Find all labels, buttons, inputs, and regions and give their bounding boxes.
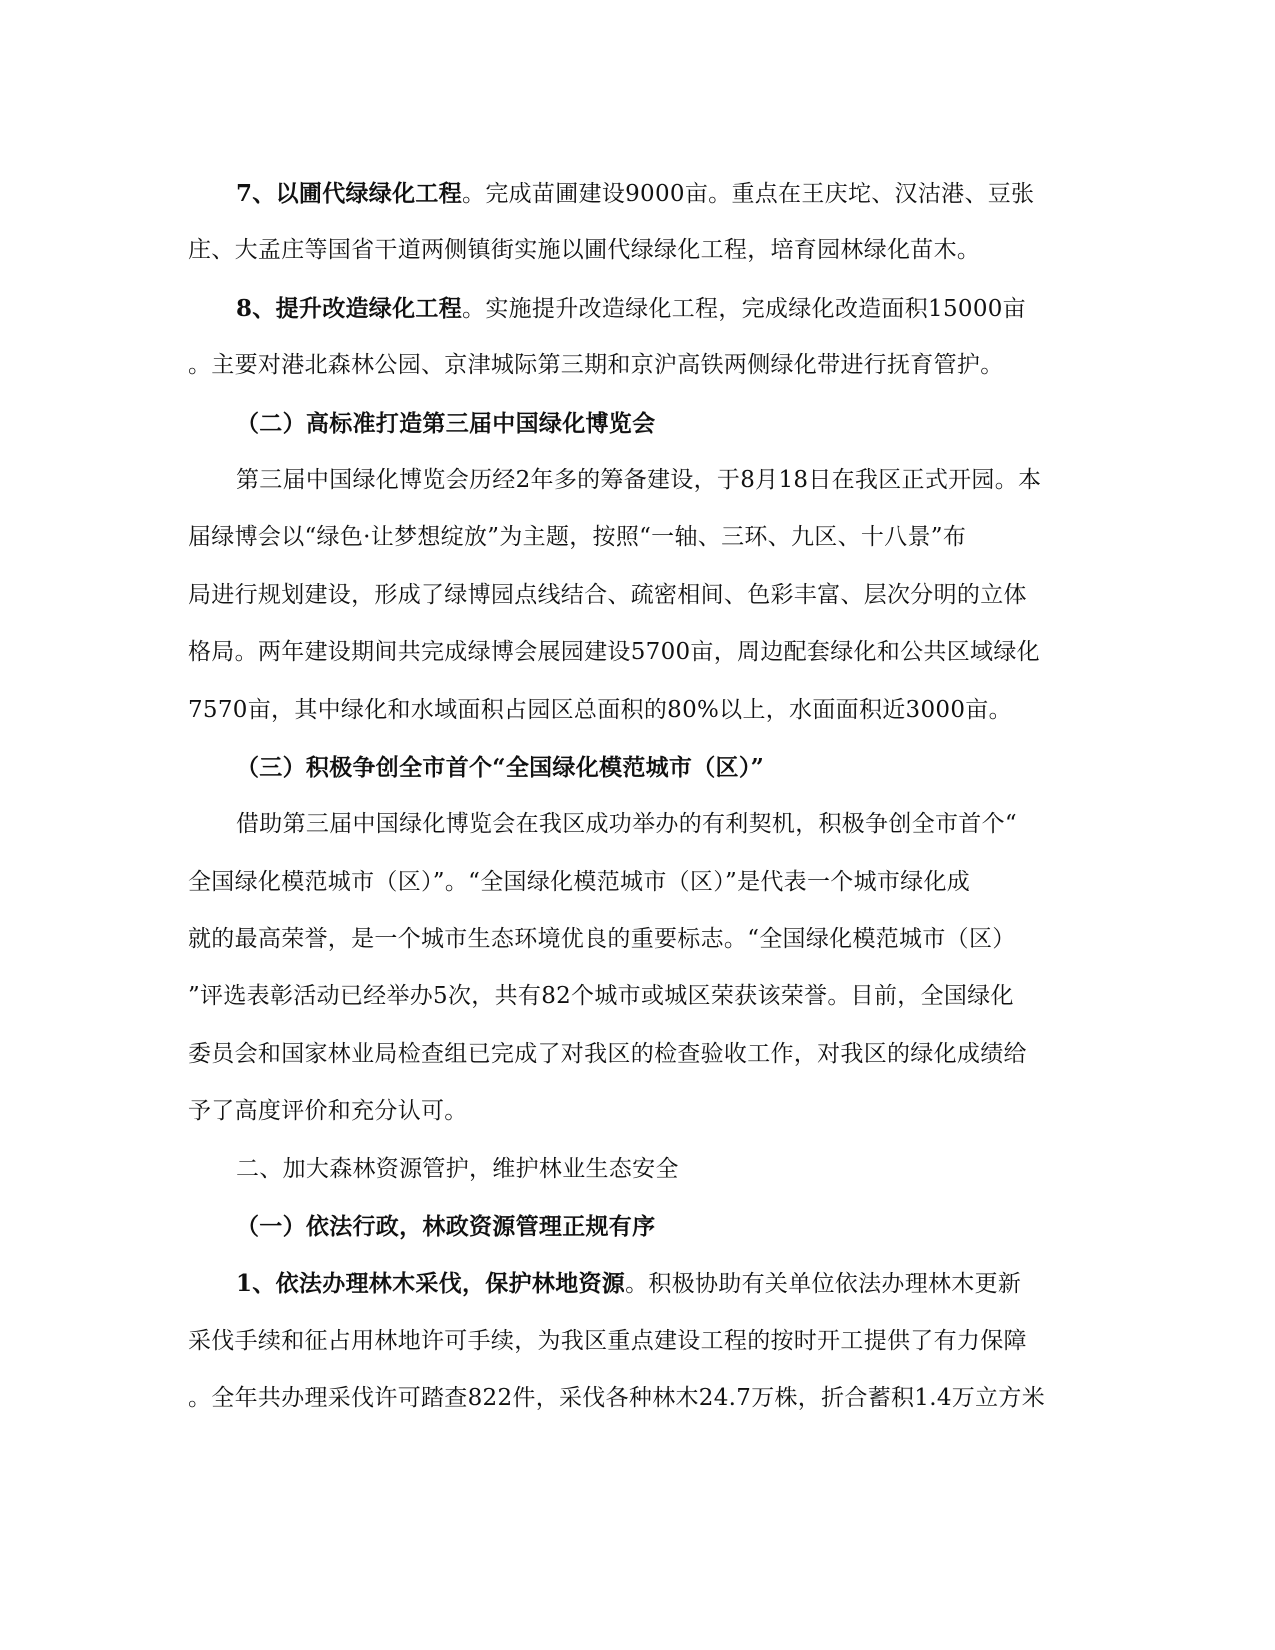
paragraph-7-line-2: 庄、大孟庄等国省干道两侧镇街实施以圃代绿绿化工程，培育园林绿化苗木。 [188, 237, 981, 264]
paragraph-1-heading: 1、依法办理林木采伐，保护林地资源 [236, 1270, 626, 1298]
section-2-heading: （二）高标准打造第三届中国绿化博览会 [236, 409, 656, 437]
paragraph-1-line-2: 采伐手续和征占用林地许可手续，为我区重点建设工程的按时开工提供了有力保障 [188, 1327, 1027, 1354]
paragraph-1-text: 。积极协助有关单位依法办理林木更新 [625, 1271, 1022, 1298]
expo-line-5: 7570亩，其中绿化和水域面积占园区总面积的80%以上，水面面积近3000亩。 [188, 696, 1012, 723]
expo-line-1: 第三届中国绿化博览会历经2年多的筹备建设，于8月18日在我区正式开园。本 [236, 466, 1042, 493]
paragraph-8-line-2: 。主要对港北森林公园、京津城际第三期和京沪高铁两侧绿化带进行抚育管护。 [188, 352, 1004, 379]
model-city-line-4: ”评选表彰活动已经举办5次，共有82个城市或城区荣获该荣誉。目前，全国绿化 [188, 983, 1014, 1010]
paragraph-7-heading: 7、以圃代绿绿化工程 [236, 180, 463, 207]
model-city-line-5: 委员会和国家林业局检查组已完成了对我区的检查验收工作，对我区的绿化成绩给 [188, 1040, 1027, 1067]
expo-line-4: 格局。两年建设期间共完成绿博会展园建设5700亩，周边配套绿化和公共区域绿化 [188, 639, 1040, 666]
document-page [188, 165, 1088, 1428]
expo-line-3: 局进行规划建设，形成了绿博园点线结合、疏密相间、色彩丰富、层次分明的立体 [188, 581, 1027, 608]
part-2-heading: 二、加大森林资源管护，维护林业生态安全 [236, 1155, 679, 1182]
expo-line-2: 届绿博会以“绿色·让梦想绽放”为主题，按照“一轴、三环、九区、十八景”布 [188, 524, 967, 551]
model-city-line-6: 予了高度评价和充分认可。 [188, 1098, 468, 1125]
paragraph-8-line-1 [188, 280, 1088, 337]
section-3-heading: （三）积极争创全市首个“全国绿化模范城市（区）” [236, 753, 765, 781]
paragraph-1-line-1 [188, 1255, 1088, 1312]
model-city-line-1: 借助第三届中国绿化博览会在我区成功举办的有利契机，积极争创全市首个“ [236, 811, 1017, 838]
paragraph-8-heading: 8、提升改造绿化工程 [236, 294, 463, 322]
model-city-line-3: 就的最高荣誉，是一个城市生态环境优良的重要标志。“全国绿化模范城市（区） [188, 926, 1016, 953]
paragraph-8-text: 。实施提升改造绿化工程，完成绿化改造面积15000亩 [462, 295, 1026, 322]
paragraph-1-line-3: 。全年共办理采伐许可踏查822件，采伐各种林木24.7万株，折合蓄积1.4万立方米 [188, 1385, 1045, 1412]
model-city-line-2: 全国绿化模范城市（区）”。“全国绿化模范城市（区）”是代表一个城市绿化成 [188, 868, 971, 895]
paragraph-7-line-1 [188, 165, 1088, 222]
paragraph-7-text: 。完成苗圃建设9000亩。重点在王庆坨、汉沽港、豆张 [462, 181, 1035, 207]
part-2-subsection-1-heading: （一）依法行政，林政资源管理正规有序 [236, 1213, 656, 1241]
